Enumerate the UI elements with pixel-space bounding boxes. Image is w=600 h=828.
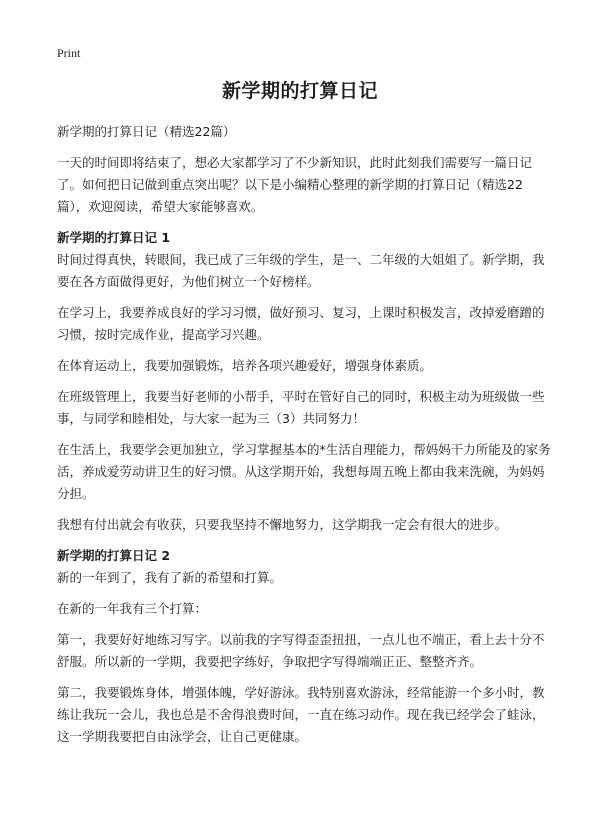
paragraph: 在新的一年我有三个打算： (57, 601, 208, 616)
article-subtitle: 新学期的打算日记（精选22篇） (57, 124, 236, 139)
section-heading-2: 新学期的打算日记 2 (57, 548, 171, 563)
paragraph: 新的一年到了，我有了新的希望和打算。 (57, 570, 283, 585)
page-title: 新学期的打算日记 (221, 80, 378, 102)
paragraph: 第二，我要锻炼身体，增强体魄，学好游泳。我特别喜欢游泳，经常能游一个多小时，教练让我玩一会儿，我也总是不舍得浪费时间，一直在练习动作。现在我已经学会了蛙泳，这一学期我要把自由泳学会，让自己更健康。 (57, 685, 545, 744)
intro-paragraph: 一天的时间即将结束了，想必大家都学习了不少新知识，此时此刻我们需要写一篇日记了。如何把日记做到重点突出呢？以下是小编精心整理的新学期的打算日记（精选22篇），欢迎阅读，希望大家能够喜欢。 (57, 155, 533, 214)
article-body (57, 121, 551, 757)
print-link[interactable]: Print (57, 46, 81, 60)
section-heading-1: 新学期的打算日记 1 (57, 230, 171, 245)
paragraph: 在班级管理上，我要当好老师的小帮手，平时在管好自己的同时，积极主动为班级做一些事，与同学和睦相处，与大家一起为三（3）共同努力！ (57, 389, 545, 426)
paragraph: 在生活上，我要学会更加独立，学习掌握基本的*生活自理能力，帮妈妈干力所能及的家务活，养成爱劳动讲卫生的好习惯。从这学期开始，我想每周五晚上都由我来洗碗，为妈妈分担。 (57, 442, 551, 501)
paragraph: 在学习上，我要养成良好的学习习惯，做好预习、复习，上课时积极发言，改掉爱磨蹭的习惯，按时完成作业，提高学习兴趣。 (57, 305, 545, 342)
paragraph: 我想有付出就会有收获，只要我坚持不懈地努力，这学期我一定会有很大的进步。 (57, 517, 508, 532)
paragraph: 在体育运动上，我要加强锻炼，培养各项兴趣爱好，增强身体素质。 (57, 358, 433, 373)
paragraph: 第一，我要好好地练习写字。以前我的字写得歪歪扭扭，一点儿也不端正，看上去十分不舒服。所以新的一学期，我要把字练好，争取把字写得端端正正、整整齐齐。 (57, 632, 545, 669)
paragraph: 时间过得真快，转眼间，我已成了三年级的学生，是一、二年级的大姐姐了。新学期，我要在各方面做得更好，为他们树立一个好榜样。 (57, 252, 545, 289)
